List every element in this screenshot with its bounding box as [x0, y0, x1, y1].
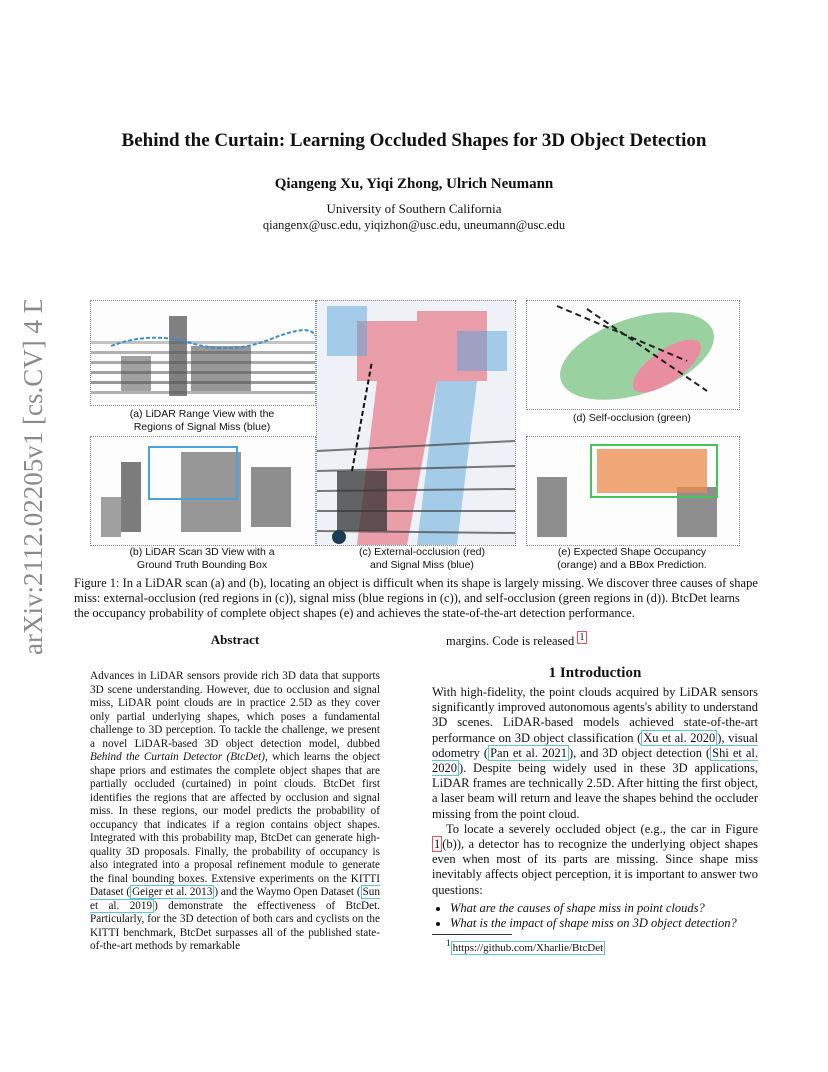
caption-panel-d: (d) Self-occlusion (green) [573, 412, 691, 424]
code-link[interactable]: https://github.com/Xharlie/BtcDet [452, 941, 604, 954]
abstract-body: Advances in LiDAR sensors provide rich 3D data that supports 3D scene understanding. However, due to occlusion and signal miss, LiDAR point clouds are in practice 2.5D as they cover only partial underlying shapes, which poses a fundamental challenge to 3D perception. To tackle the challenge, we present a novel LiDAR-based 3D object detection model, dubbed Behind the Curtain Detector (BtcDet), which learns the object shape priors and estimates the complete object shapes that are partially occluded (curtained) in point clouds. BtcDet first identifies the regions that are affected by occlusion and signal miss. In these regions, our model predicts the probability of occupancy that indicates if a region contains object shapes. Integrated with this probability map, BtcDet can generate high-quality 3D proposals. Finally, the probability of occupancy is also integrated into a proposal refinement module to generate the final bounding boxes. Extensive experiments on the KITTI Dataset ( Geiger et al. 2013 ) and the Waymo Open Dataset ( Sun et al. 2019 ) demonstrate the effectiveness of BtcDet. Particularly, for the 3D detection of both cars and cyclists on the KITTI benchmark, BtcDet surpasses all of the published state-of-the-art methods by remarkable [90, 670, 381, 952]
footnote: $^1$ https://github.com/Xharlie/BtcDet [446, 938, 604, 954]
footnote-rule [432, 934, 512, 935]
figure-panel-e [526, 436, 740, 546]
figure-panel-d [526, 300, 740, 410]
abstract-heading: Abstract [210, 632, 260, 647]
figure-panel-b [90, 436, 316, 546]
authors: Qiangeng Xu, Yiqi Zhong, Ulrich Neumann [274, 176, 554, 192]
abstract-continuation: margins. Code is released $^1$ [446, 632, 585, 649]
intro-paragraph-1: With high-fidelity, the point clouds acquired by LiDAR sensors significantly improved autonomous agents's ability to understand 3D scenes. LiDAR-based models achieved state-of-the-art performance on 3D object classification ( Xu et al. 2020 ), visual odometry ( Pan et al. 2021 ), and 3D object detection ( Shi et al. 2020 ). Despite being widely used in these 3D applications, LiDAR frames are technically 2.5D. After hitting the first object, a laser beam will return and leave the shapes behind the occluder missing from the point cloud. [432, 685, 758, 821]
figure-caption: Figure 1: In a LiDAR scan (a) and (b), locating an object is difficult when its shape is largely missing. We discover three causes of shape miss: external-occlusion (red regions in (c)), signal miss (blue regions in (c)), and self-occlusion (green regions in (d)). BtcDet learns the occupancy probability of complete object shapes (e) and achieves the state-of-the-art detection performance. [74, 576, 758, 620]
research-questions [432, 901, 758, 931]
figure-panel-c [316, 300, 516, 546]
signal-miss-contour [111, 330, 315, 348]
figure-panel-a [90, 300, 316, 406]
list-item: • What is the impact of shape miss on 3D object detection? [450, 916, 758, 931]
self-occlusion-regions [549, 301, 725, 409]
citation-link[interactable]: Sun et al. 2019 [90, 886, 380, 912]
introduction-body [432, 685, 758, 931]
citation-link[interactable]: Geiger et al. 2013 [132, 886, 213, 898]
footnote-ref[interactable]: 1 [579, 632, 585, 643]
shape-occupancy-region [597, 449, 707, 493]
paper-title: Behind the Curtain: Learning Occluded Shapes for 3D Object Detection [121, 130, 707, 151]
arxiv-stamp [8, 300, 52, 660]
caption-panel-e: (e) Expected Shape Occupancy (orange) and a BBox Prediction. [557, 546, 707, 571]
scan-3d-points [101, 452, 291, 537]
occluded-car-points [337, 471, 387, 531]
arxiv-id: arXiv:2112.02205v1 [cs.CV] 4 Dec 2021 [18, 300, 48, 655]
citation-link[interactable]: Shi et al. 2020 [432, 745, 758, 776]
citation-link[interactable]: Pan et al. 2021 [490, 745, 567, 760]
list-item: • What are the causes of shape miss in point clouds? [450, 901, 758, 916]
section-heading-introduction: 1 Introduction [548, 665, 642, 681]
caption-panel-b: (b) LiDAR Scan 3D View with a Ground Truth Bounding Box [129, 546, 275, 571]
figure-ref-link[interactable]: 1 [434, 837, 441, 852]
intro-paragraph-2: To locate a severely occluded object (e.g., the car in Figure 1 (b)), a detector has to recognize the underlying object shapes even when most of its parts are missing. Since shape miss inevitably affects object perception, it is important to answer two questions: [432, 821, 758, 897]
lidar-sensor-icon [332, 530, 346, 544]
caption-panel-a: (a) LiDAR Range View with the Regions of Signal Miss (blue) [129, 408, 275, 433]
caption-panel-c: (c) External-occlusion (red) and Signal Miss (blue) [358, 546, 486, 571]
affiliation: University of Southern California [326, 201, 502, 216]
citation-link[interactable]: Xu et al. 2020 [643, 730, 716, 745]
emails: qiangenx@usc.edu, yiqizhon@usc.edu, uneumann@usc.edu [262, 218, 566, 232]
model-name: Behind the Curtain Detector (BtcDet) [90, 751, 265, 763]
range-view-points [91, 316, 315, 396]
